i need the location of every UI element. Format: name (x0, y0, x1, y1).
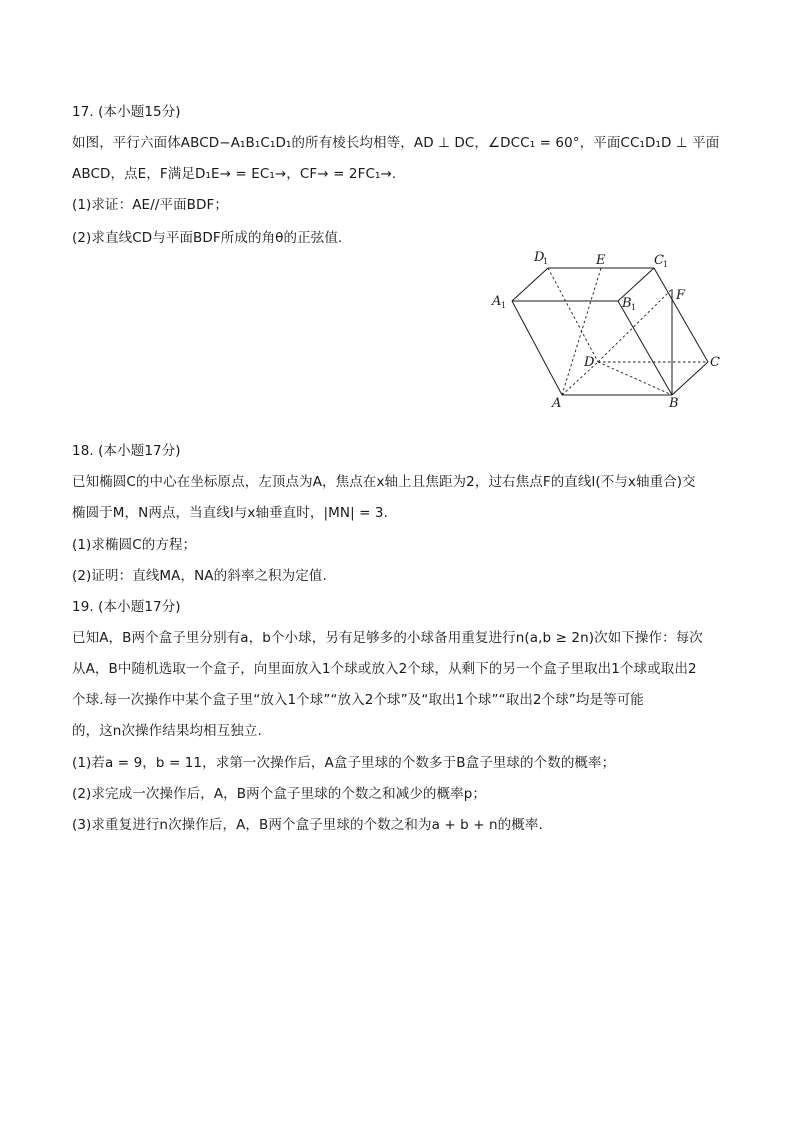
problem-19-line-1: 已知A，B两个盒子里分别有a，b个小球，另有足够多的小球备用重复进行n(a,b ≥ 2n)次如下操作：每次 (72, 630, 703, 646)
hidden-segment-d-f (598, 289, 672, 362)
problem-19-line-3: 个球.每一次操作中某个盒子里“放入1个球”“放入2个球”及“取出1个球”“取出2个球”均是等可能 (72, 692, 644, 708)
parallelepiped-figure (486, 248, 726, 410)
label-c1-sub: 1 (663, 260, 669, 269)
problem-18-line-1: 已知椭圆C的中心在坐标原点，左顶点为A，焦点在x轴上且焦距为2，过右焦点F的直线l(不与x轴重合)交 (72, 474, 696, 490)
problem-17-header: 17. (本小题15分) (72, 104, 181, 120)
problem-19-part-3: (3)求重复进行n次操作后，A，B两个盒子里球的个数之和为a + b + n的概率. (72, 817, 543, 833)
label-a1: A (492, 294, 502, 309)
hidden-edge-d1-d (548, 268, 598, 362)
edge-c1-c (654, 268, 708, 362)
problem-17-part-2: (2)求直线CD与平面BDF所成的角θ的正弦值. (72, 230, 343, 246)
parallelepiped-diagram (486, 248, 726, 410)
problem-18-header: 18. (本小题17分) (72, 443, 181, 459)
label-a1-sub: 1 (501, 301, 507, 310)
label-c1: C (654, 253, 664, 268)
problem-17-line-2: ABCD，点E，F满足D₁E→ = EC₁→，CF→ = 2FC₁→. (72, 166, 397, 182)
edge-a1-d1 (512, 268, 548, 301)
problem-19-line-2: 从A，B中随机选取一个盒子，向里面放入1个球或放入2个球，从剩下的另一个盒子里取出1个球或取出2 (72, 661, 697, 677)
problem-18-part-2: (2)证明：直线MA，NA的斜率之积为定值. (72, 568, 327, 584)
edge-b-c (672, 362, 708, 395)
label-e: E (596, 253, 606, 268)
problem-18-part-1: (1)求椭圆C的方程； (72, 537, 197, 553)
problem-19-part-2: (2)求完成一次操作后，A，B两个盒子里球的个数之和减少的概率p； (72, 786, 486, 802)
problem-17-part-1: (1)求证：AE//平面BDF； (72, 197, 229, 213)
label-c: C (710, 355, 720, 370)
hidden-segment-a-e (562, 268, 601, 395)
problem-19-header: 19. (本小题17分) (72, 599, 181, 615)
problem-18-line-2: 椭圆于M，N两点，当直线l与x轴垂直时，|MN| = 3. (72, 505, 389, 521)
label-a: A (552, 396, 562, 410)
label-b1-sub: 1 (631, 303, 637, 312)
label-d1-sub: 1 (543, 257, 549, 266)
label-b1: B (622, 296, 632, 311)
label-d: D (584, 355, 595, 370)
problem-17-line-1: 如图，平行六面体ABCD−A₁B₁C₁D₁的所有棱长均相等，AD ⊥ DC，∠DCC₁ = 60°，平面CC₁D₁D ⊥ 平面 (72, 135, 720, 151)
hidden-segment-d-b (598, 362, 672, 395)
problem-19-line-4: 的，这n次操作结果均相互独立. (72, 723, 262, 739)
edge-a1-a (512, 301, 562, 395)
problem-19-part-1: (1)若a = 9，b = 11，求第一次操作后，A盒子里球的个数多于B盒子里球的个数的概率； (72, 755, 616, 771)
label-b: B (669, 396, 679, 410)
label-d1: D (534, 250, 545, 265)
label-f: F (676, 288, 686, 303)
